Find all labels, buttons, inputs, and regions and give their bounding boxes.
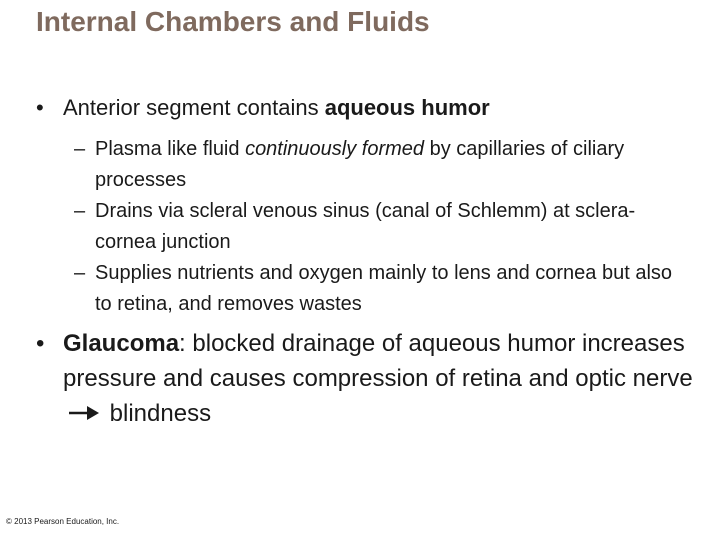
glaucoma-term: Glaucoma (63, 330, 180, 357)
bullet-text-prefix: Anterior segment contains (63, 95, 325, 120)
bullet-marker: • (36, 95, 44, 120)
bullet-marker: • (36, 330, 45, 357)
glaucoma-text-after-arrow: blindness (103, 400, 212, 427)
bullet-text (63, 92, 713, 123)
sub-text-before: Plasma like fluid (95, 138, 246, 160)
sub-bullet-drains (74, 196, 694, 258)
sub-bullet-marker: – (74, 262, 86, 284)
slide-title: Internal Chambers and Fluids (36, 6, 430, 37)
sub-bullet-list (74, 134, 694, 320)
right-arrow-icon (67, 403, 101, 423)
sub-bullet-marker: – (74, 138, 86, 160)
sub-text-after: by capillaries of ciliary processes (95, 138, 625, 191)
sub-bullet-plasma (74, 134, 694, 196)
bullet-text (63, 326, 703, 431)
sub-text-italic: continuously formed (245, 138, 425, 160)
sub-bullet-marker: – (74, 200, 86, 222)
sub-bullet-supplies (74, 258, 694, 320)
bullet-emphasis: aqueous humor (324, 95, 490, 120)
sub-bullet-text: Supplies nutrients and oxygen mainly to lens and cornea but also to retina, and removes wastes (95, 262, 673, 315)
glaucoma-text-before-arrow: : blocked drainage of aqueous humor increases pressure and causes compression of retina and optic nerve (63, 330, 693, 392)
copyright-footer: © 2013 Pearson Education, Inc. (6, 517, 120, 526)
sub-bullet-text (74, 134, 694, 196)
sub-bullet-text: Drains via scleral venous sinus (canal of Schlemm) at sclera-cornea junction (95, 200, 636, 253)
